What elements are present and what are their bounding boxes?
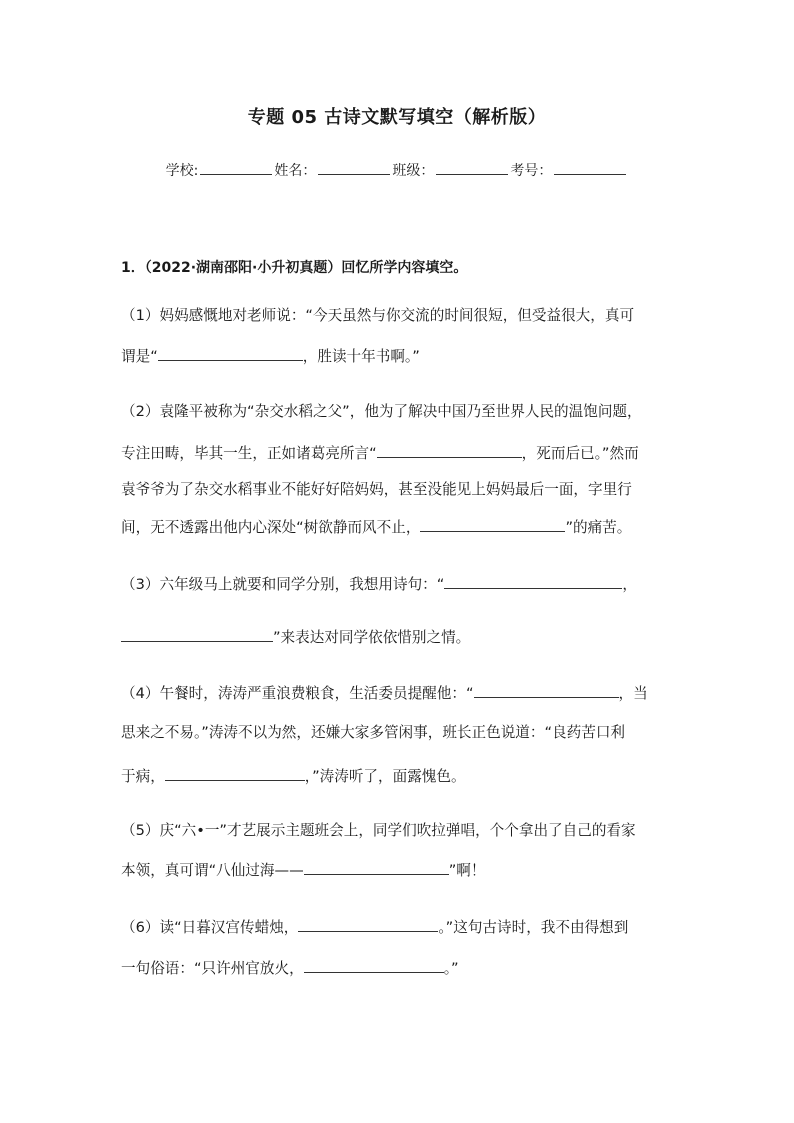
item-1-line-2: 谓是“ ，胜读十年书啊。” <box>121 348 420 365</box>
fill-blank[interactable] <box>304 860 449 875</box>
exam-no-label: 考号： <box>510 163 553 179</box>
item-3-line-2: ”来表达对同学依依惜别之情。 <box>121 627 470 648</box>
item-2-line-1: （2）袁隆平被称为“杂交水稻之父”，他为了解决中国乃至世界人民的温饱问题， <box>121 403 642 420</box>
exam-no-blank[interactable] <box>554 160 626 175</box>
item-2-line-2: 专注田畴，毕其一生，正如诸葛亮所言“ ，死而后已。”然而 <box>121 445 639 462</box>
school-label: 学校: <box>165 163 199 179</box>
fill-blank[interactable] <box>444 574 622 589</box>
item-4-line-2: 思来之不易。”涛涛不以为然，还嫌大家多管闲事，班长正色说道：“良药苦口利 <box>121 724 626 741</box>
item-4-line-3: 于病， ，”涛涛听了，面露愧色。 <box>121 768 466 785</box>
item-6-line-2: 一句俗语：“只许州官放火， 。” <box>121 960 459 977</box>
fill-blank[interactable] <box>420 517 565 532</box>
item-4-line-1: （4）午餐时，涛涛严重浪费粮食，生活委员提醒他：“ ，当 <box>121 685 648 702</box>
name-blank[interactable] <box>318 160 390 175</box>
fill-blank[interactable] <box>158 346 303 361</box>
item-3-line-1: （3）六年级马上就要和同学分别，我想用诗句：“ ， <box>121 576 637 593</box>
page-title: 专题 05 古诗文默写填空（解析版） <box>247 107 547 128</box>
item-5-line-2: 本领，真可谓“八仙过海—— ”啊！ <box>121 862 486 879</box>
item-2-line-3: 袁爷爷为了杂交水稻事业不能好好陪妈妈，甚至没能见上妈妈最后一面，字里行 <box>121 481 632 498</box>
fill-blank[interactable] <box>298 917 438 932</box>
name-label: 姓名： <box>274 163 317 179</box>
fill-blank[interactable] <box>165 766 305 781</box>
item-5-line-1: （5）庆“六•一”才艺展示主题班会上，同学们吹拉弹唱，个个拿出了自己的看家 <box>121 822 636 839</box>
school-blank[interactable] <box>200 160 272 175</box>
student-info-row <box>0 160 794 180</box>
item-1-line-1: （1）妈妈感慨地对老师说：“今天虽然与你交流的时间很短，但受益很大，真可 <box>121 307 635 324</box>
fill-blank[interactable] <box>121 627 273 642</box>
question-title: 1．（2022·湖南邵阳·小升初真题）回忆所学内容填空。 <box>121 260 468 276</box>
item-2-line-4: 间，无不透露出他内心深处“树欲静而风不止， ”的痛苦。 <box>121 519 632 536</box>
class-blank[interactable] <box>436 160 508 175</box>
class-label: 班级： <box>392 163 435 179</box>
fill-blank[interactable] <box>304 958 444 973</box>
fill-blank[interactable] <box>474 683 619 698</box>
fill-blank[interactable] <box>377 443 522 458</box>
item-6-line-1: （6）读“日暮汉宫传蜡烛， 。”这句古诗时，我不由得想到 <box>121 919 629 936</box>
